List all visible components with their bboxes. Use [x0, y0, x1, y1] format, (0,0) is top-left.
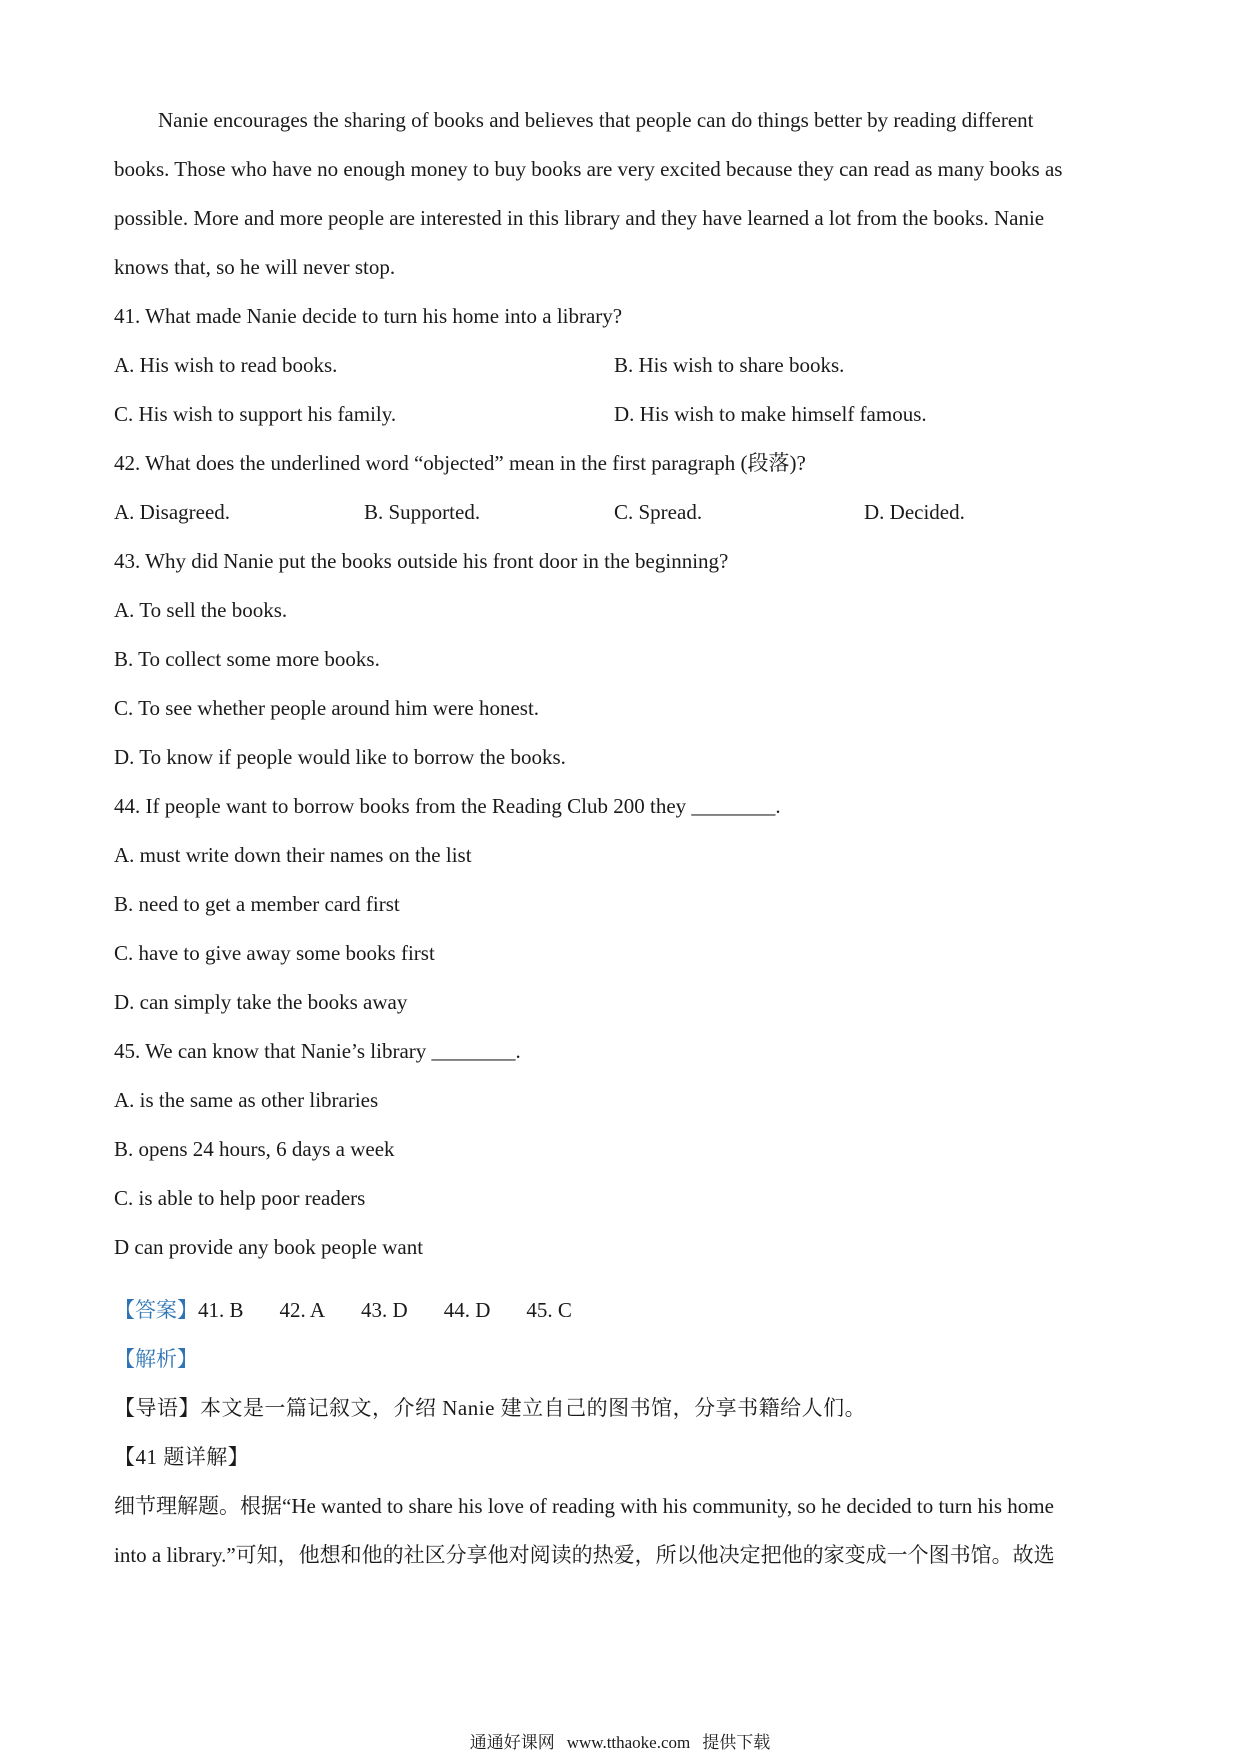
option-b: B. His wish to share books. [614, 353, 845, 377]
answer-key [114, 1286, 1114, 1335]
option-b: B. need to get a member card first [114, 892, 400, 916]
answer-item: 41. B [198, 1298, 244, 1322]
question-43 [114, 537, 1114, 782]
option-d: D. To know if people would like to borrow the books. [114, 745, 566, 769]
footer-note: 提供下载 [702, 1733, 771, 1752]
answer-item: 43. D [361, 1298, 408, 1322]
option-d: D can provide any book people want [114, 1235, 424, 1259]
option-a: A. is the same as other libraries [114, 1088, 379, 1112]
analysis-intro: 【导语】本文是一篇记叙文，介绍 Nanie 建立自己的图书馆，分享书籍给人们。 [114, 1396, 867, 1420]
question-41 [114, 292, 1114, 439]
passage-line: Nanie encourages the sharing of books and believes that people can do things better by reading different [158, 108, 1034, 132]
passage-line: books. Those who have no enough money to buy books are very excited because they can read as many books as [114, 157, 1063, 181]
page-footer [0, 1728, 1240, 1753]
question-44 [114, 782, 1114, 1027]
question-stem: 41. What made Nanie decide to turn his home into a library? [114, 304, 623, 328]
q41-detail-heading: 【41 题详解】 [114, 1445, 250, 1469]
option-c: C. Spread. [614, 500, 703, 524]
answer-item: 44. D [443, 1298, 491, 1322]
passage [114, 96, 1114, 292]
option-c: C. His wish to support his family. [114, 402, 397, 426]
question-stem: 42. What does the underlined word “objected” mean in the first paragraph (段落)? [114, 451, 806, 475]
option-a: A. His wish to read books. [114, 353, 338, 377]
analysis-label: 【解析】 [114, 1347, 198, 1371]
answer-item: 45. C [526, 1298, 572, 1322]
q41-detail-line: 细节理解题。根据“He wanted to share his love of reading with his community, so he decided to turn his home [114, 1494, 1054, 1518]
footer-site-name: 通通好课网 [469, 1733, 555, 1752]
option-c: C. have to give away some books first [114, 941, 435, 965]
q41-detail-line: into a library.”可知，他想和他的社区分享他对阅读的热爱，所以他决定把他的家变成一个图书馆。故选 [114, 1543, 1055, 1567]
question-stem: 44. If people want to borrow books from the Reading Club 200 they ________. [114, 794, 781, 818]
answer-label: 【答案】 [114, 1298, 198, 1322]
answer-item: 42. A [279, 1298, 326, 1322]
question-42 [114, 439, 1114, 537]
passage-line: possible. More and more people are interested in this library and they have learned a lot from the books. Nanie [114, 206, 1045, 230]
option-a: A. must write down their names on the list [114, 843, 472, 867]
option-d: D. His wish to make himself famous. [614, 402, 927, 426]
question-stem: 43. Why did Nanie put the books outside his front door in the beginning? [114, 549, 729, 573]
option-b: B. Supported. [364, 500, 481, 524]
option-a: A. To sell the books. [114, 598, 288, 622]
option-d: D. Decided. [864, 500, 965, 524]
document-page [114, 96, 1114, 1580]
option-b: B. To collect some more books. [114, 647, 380, 671]
option-c: C. is able to help poor readers [114, 1186, 366, 1210]
option-d: D. can simply take the books away [114, 990, 408, 1014]
option-c: C. To see whether people around him were honest. [114, 696, 540, 720]
option-a: A. Disagreed. [114, 500, 231, 524]
question-45 [114, 1027, 1114, 1272]
passage-line: knows that, so he will never stop. [114, 255, 396, 279]
option-b: B. opens 24 hours, 6 days a week [114, 1137, 395, 1161]
footer-url[interactable]: www.tthaoke.com [566, 1733, 691, 1752]
question-stem: 45. We can know that Nanie’s library ________. [114, 1039, 521, 1063]
